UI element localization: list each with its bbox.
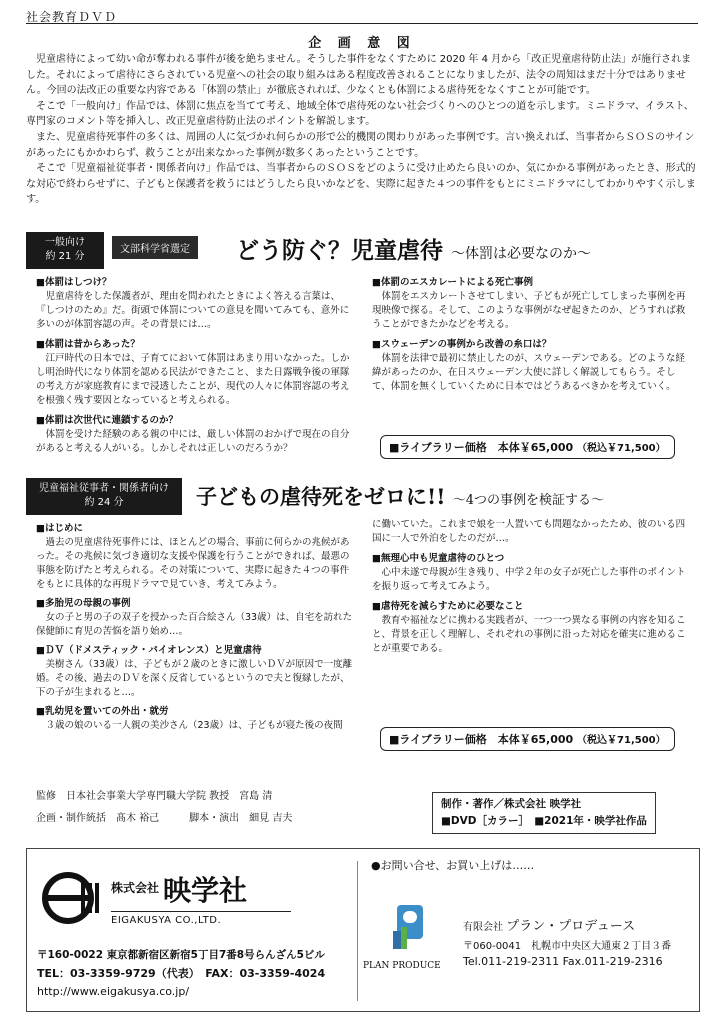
topic-body: 体罰を受けた経験のある親の中には、厳しい体罰のおかげで現在の自分があると考える人がいる。しかしそれは正しいのだろうか？ xyxy=(36,429,350,454)
product-spec: ■DVD［カラー］ ■2021年・映学社作品 xyxy=(441,815,647,827)
intro-text xyxy=(26,52,698,208)
contact-label: ●お問い合せ、お買い上げは…… xyxy=(371,859,535,872)
topic-body: 教育や福祉などに携わる実践者が、一つ一つ異なる事例の内容を知ること、背景を正しく理解し、それぞれの事例に沿った対応を確実に進めることが重要である。 xyxy=(372,615,686,654)
footer xyxy=(26,848,700,1012)
footer-divider xyxy=(357,861,358,1001)
film2-audience-label: 児童福祉従事者・関係者向け xyxy=(39,483,169,494)
film1-duration: 約 21 分 xyxy=(45,251,85,262)
contact-company-name: プラン・プロデュース xyxy=(506,919,636,934)
contact-company xyxy=(463,915,635,934)
film1-subtitle: ～体罰は必要なのか～ xyxy=(451,246,592,262)
topic-heading: ■体罰はしつけ？ xyxy=(36,277,112,288)
eigakusya-logo-icon xyxy=(41,871,103,925)
producer-box xyxy=(432,792,656,834)
topic-heading: ■体罰は昔からあった？ xyxy=(36,339,140,350)
topic-heading: ■体罰は次世代に連鎖するのか？ xyxy=(36,415,178,426)
contact-company-prefix: 有限会社 xyxy=(463,922,503,933)
topic-continuation: に働いていた。これまで娘を一人置いても問題なかったため、彼のいる四国に一人で外泊をしたのだが…。 xyxy=(372,519,686,544)
topic-body: 過去の児童虐待死事件には、ほとんどの場合、事前に何らかの兆候があった。その兆候に気づき適切な支援や保護を行うことができれば、最悪の事態を防げたと考えられる。その対策について、実際に起きた４つの事件をもとに具体的な再現ドラマで見ていき、考えてみよう。 xyxy=(36,537,350,590)
topic-body: 体罰を法律で最初に禁止したのが、スウェーデンである。どのような経緯があったのか、在日スウェーデン大使に詳しく解説してもらう。そして、体罰を無くしていくために日本ではどうあるべきかを考えていく。 xyxy=(372,353,685,392)
logo-divider xyxy=(111,911,291,912)
film2-title xyxy=(196,478,604,519)
topic-body: 江戸時代の日本では、子育てにおいて体罰はあまり用いなかった。しかし明治時代になり体罰を認める民法ができたこと、また日露戦争後の軍隊の考え方が家庭教育にまで浸透したことが、現代の人々に体罰容認の考えを根強く残す要因となっていると考えられる。 xyxy=(36,353,350,406)
contact-phone: Tel.011-219-2311 Fax.011-219-2316 xyxy=(463,955,663,968)
film2-price-box xyxy=(380,727,675,751)
section-title: 企 画 意 図 xyxy=(308,36,416,51)
topic-heading: ■はじめに xyxy=(36,523,83,534)
topic-heading: ■乳幼児を置いての外出・就労 xyxy=(36,706,169,717)
company-phone: TEL：03-3359-9729（代表） FAX：03-3359-4024 xyxy=(37,967,326,980)
film1-left-topics xyxy=(36,272,354,456)
film2-price: ■ライブラリー価格 本体￥65,000 xyxy=(389,733,574,746)
contact-address: 〒060-0041 札幌市中央区大通東２丁目３番 xyxy=(463,941,672,952)
topic-heading: ■多胎児の母親の事例 xyxy=(36,598,131,609)
film1-audience-label: 一般向け xyxy=(45,237,85,248)
header-divider xyxy=(26,23,698,24)
producer-line: 制作・著作／株式会社 映学社 xyxy=(441,798,582,810)
topic-heading: ■体罰のエスカレートによる死亡事例 xyxy=(372,277,533,288)
plan-produce-logo-text: PLAN PRODUCE xyxy=(363,961,441,971)
credits xyxy=(36,786,416,830)
company-romaji: EIGAKUSYA CO.,LTD. xyxy=(111,915,222,926)
header-label: 社会教育ＤＶＤ xyxy=(26,10,118,24)
intro-paragraph: また、児童虐待死事件の多くは、周囲の人に気づかれ何らかの形で公的機関の関わりがあった事例です。言い換えれば、当事者からＳＯＳのサインがあったにもかかわらず、救うことが出来なかった事例が数多くあったということです。 xyxy=(26,131,695,159)
plan-produce-logo-icon xyxy=(383,901,439,953)
film1-audience xyxy=(26,232,104,269)
intro-paragraph: そこで「一般向け」作品では、体罰に焦点を当てて考え、地域全体で虐待死のない社会づくりへのひとつの道を示します。ミニドラマ、イラスト、専門家のコメント等を挿入し、改正児童虐待防止法のポイントを解説します。 xyxy=(26,100,694,128)
topic-body: 女の子と男の子の双子を授かった百合絵さん（33歳）は、自宅を訪れた保健師に育児の苦悩を語り始め…。 xyxy=(36,612,353,637)
topic-body: 児童虐待をした保護者が、理由を問われたときによく答える言葉は、『しつけのため』だ。街頭で体罰についての意見を聞いてみても、意外に多いのが体罰容認の声。その背景には…。 xyxy=(36,291,350,330)
credit-supervision: 監修 日本社会事業大学専門職大学院 教授 宮島 清 xyxy=(36,791,273,802)
topic-heading: ■虐待死を減らすために必要なこと xyxy=(372,601,524,612)
film1-title-text: どう防ぐ？児童虐待 xyxy=(236,237,443,264)
topic-heading: ■ＤＶ（ドメスティック・バイオレンス）と児童虐待 xyxy=(36,645,262,656)
film2-audience xyxy=(26,478,182,515)
film1-selection-badge: 文部科学省選定 xyxy=(112,236,198,259)
film2-banner xyxy=(26,478,698,515)
film1-right-topics xyxy=(372,272,690,394)
film2-left-topics xyxy=(36,518,354,733)
film1-price-tax: （税込￥71,500） xyxy=(577,443,666,454)
topic-body: 美樹さん（33歳）は、子どもが２歳のときに激しいＤＶが原因で一度離婚。その後、過去のＤＶを深く反省しているというので夫と復縁したが、下の子が生まれると…。 xyxy=(36,659,353,698)
film1-price-box xyxy=(380,435,675,459)
film2-title-text: 子どもの虐待死をゼロに!! xyxy=(196,484,446,509)
film1-price: ■ライブラリー価格 本体￥65,000 xyxy=(389,441,574,454)
topic-body: 心中未遂で母親が生き残り、中学２年の女子が死亡した事件のポイントを振り返って考えてみよう。 xyxy=(372,567,686,592)
credit-production: 企画・制作統括 髙木 裕己 脚本・演出 細見 吉夫 xyxy=(36,813,293,824)
topic-body: ３歳の娘のいる一人親の美沙さん（23歳）は、子どもが寝た後の夜間 xyxy=(45,720,343,731)
intro-paragraph: そこで「児童福祉従事者・関係者向け」作品では、当事者からのＳＯＳをどのように受け止めたら良いのか、気にかかる事例があったとき、形式的な対応で終わらせずに、子どもと保護者を救うにはどうしたら良いかなどを、実際に起きた４つの事件をもとにミニドラマにしてわかりやすく示します。 xyxy=(26,163,696,206)
topic-heading: ■無理心中も児童虐待のひとつ xyxy=(372,553,505,564)
company-name: 映学社 xyxy=(163,874,248,907)
company-address: 〒160-0022 東京都新宿区新宿5丁目7番8号らんざん5ビル xyxy=(37,949,325,961)
film2-right-topics xyxy=(372,518,690,656)
topic-body: 体罰をエスカレートさせてしまい、子どもが死亡してしまった事例を再現映像で探る。そして、このような事例がなぜ起きたのか、どうすれば救うことができたかなどを考える。 xyxy=(372,291,686,330)
film2-duration: 約 24 分 xyxy=(84,497,124,508)
company-url[interactable]: http://www.eigakusya.co.jp/ xyxy=(37,985,190,998)
film1-banner xyxy=(26,232,698,269)
topic-heading: ■スウェーデンの事例から改善の糸口は？ xyxy=(372,339,552,350)
film2-price-tax: （税込￥71,500） xyxy=(577,735,666,746)
company-name-prefix: 株式会社 xyxy=(111,881,160,895)
intro-paragraph: 児童虐待によって幼い命が奪われる事件が後を絶ちません。そうした事件をなくすために 2020 年 4 月から「改正児童虐待防止法」が施行されました。それによって虐待にさらされている児童への社会の取り組みはある程度改善されることになりましたが、法令の周知はまだ十分ではありません。今回の法改正の重要な内容である「体罰の禁止」が徹底されれば、少なくとも体罰による虐待死をなくすことが可能です。 xyxy=(26,54,692,97)
film2-subtitle: ～4つの事例を検証する～ xyxy=(452,493,605,508)
film1-title xyxy=(236,232,591,273)
